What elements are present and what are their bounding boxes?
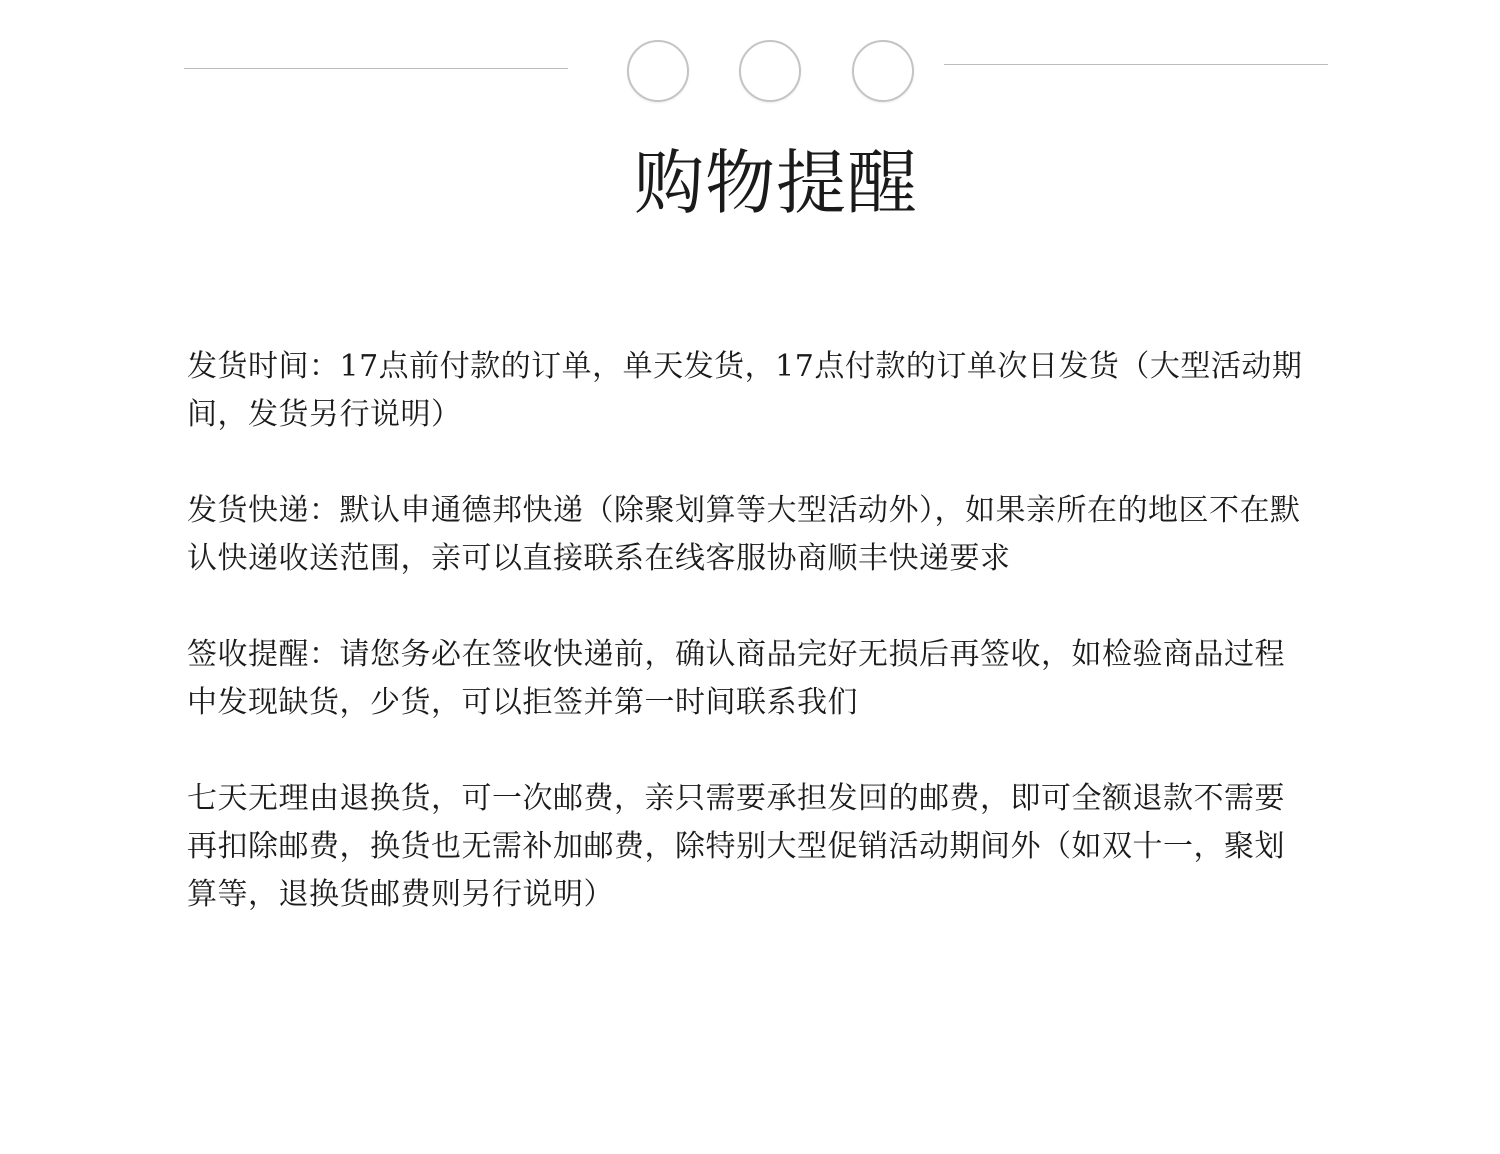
left-divider-line (184, 68, 568, 69)
note-signing: 签收提醒：请您务必在签收快递前，确认商品完好无损后再签收，如检验商品过程中发现缺货，少货，可以拒签并第一时间联系我们 (187, 637, 1285, 720)
right-divider-line (944, 64, 1328, 65)
decorative-circle-1 (627, 40, 689, 102)
decorative-circle-3 (852, 40, 914, 102)
note-courier: 发货快递：默认申通德邦快递（除聚划算等大型活动外），如果亲所在的地区不在默认快递收送范围，亲可以直接联系在线客服协商顺丰快递要求 (187, 493, 1301, 576)
shopping-notes (187, 343, 1315, 967)
page-title: 购物提醒 (634, 142, 918, 224)
note-shipping-time: 发货时间：17点前付款的订单，单天发货，17点付款的订单次日发货（大型活动期间，发货另行说明） (187, 349, 1303, 432)
decorative-circle-2 (739, 40, 801, 102)
note-returns: 七天无理由退换货，可一次邮费，亲只需要承担发回的邮费，即可全额退款不需要再扣除邮费，换货也无需补加邮费，除特别大型促销活动期间外（如双十一，聚划算等，退换货邮费则另行说明） (187, 781, 1285, 912)
